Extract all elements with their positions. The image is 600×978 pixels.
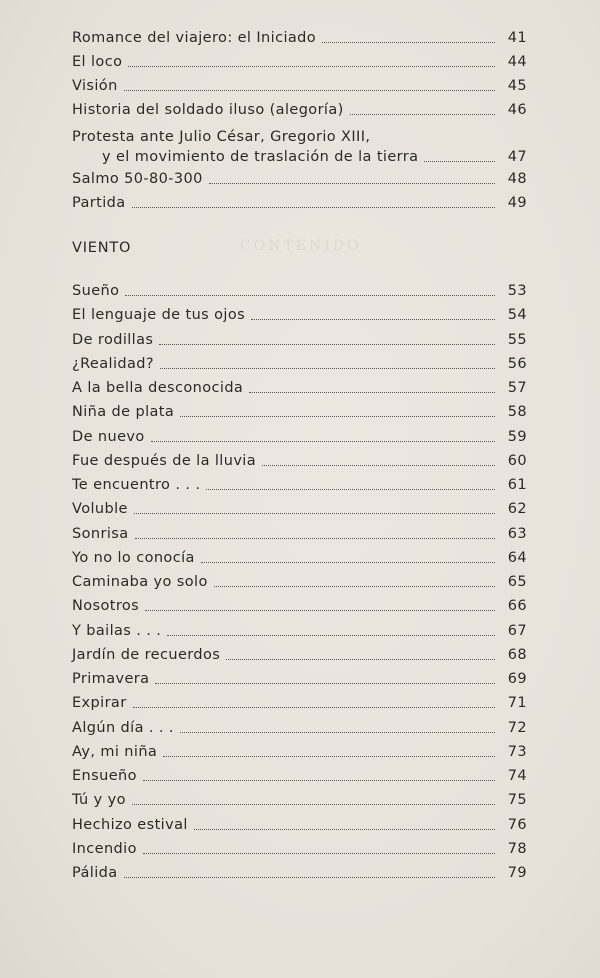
dot-leader [206, 488, 495, 490]
toc-entry-page: 59 [507, 428, 527, 445]
toc-entry-title: De rodillas [72, 331, 154, 348]
toc-entry-page: 66 [507, 598, 527, 615]
dot-leader [262, 464, 495, 466]
dot-leader [132, 206, 495, 208]
toc-entry [72, 28, 527, 48]
dot-leader [226, 658, 495, 660]
toc-entry-title: El loco [72, 54, 123, 70]
dot-leader [135, 537, 496, 539]
toc-entry-title: Ensueño [72, 768, 137, 784]
toc-entry [72, 354, 527, 374]
dot-leader [145, 609, 495, 611]
dot-leader [251, 318, 495, 320]
toc-entry-title: Algún día . . . [72, 719, 174, 736]
toc-entry [72, 790, 527, 810]
toc-entry-page: 48 [507, 171, 527, 187]
toc-entry-page: 44 [507, 54, 527, 70]
toc-entry-page: 76 [507, 816, 527, 833]
toc-entry-page: 47 [507, 149, 527, 165]
toc-entry [72, 718, 527, 738]
toc-entry-title: El lenguaje de tus ojos [72, 307, 246, 324]
toc-entry-page: 53 [507, 283, 527, 299]
toc-entry-page: 46 [507, 102, 527, 118]
dot-leader [134, 512, 495, 514]
toc-entry [72, 475, 527, 495]
toc-entry-title: Voluble [72, 501, 128, 518]
toc-entry-title: Tú y yo [72, 792, 126, 809]
toc-entry-title: Pálida [72, 865, 118, 881]
toc-entry [72, 169, 527, 189]
toc-entry-page: 60 [507, 452, 527, 469]
toc-entry-page: 71 [507, 695, 527, 712]
dot-leader [322, 41, 495, 43]
toc-entry [72, 76, 527, 96]
dot-leader [194, 828, 495, 830]
dot-leader [143, 779, 495, 781]
dot-leader [124, 876, 495, 878]
dot-leader [133, 706, 495, 708]
toc-entry-title: Primavera [72, 671, 150, 687]
bleed-through-text: CONTENIDO [240, 238, 362, 254]
toc-entry [72, 669, 527, 689]
toc-entry-title: Te encuentro . . . [72, 477, 201, 493]
toc-entry [72, 596, 527, 616]
toc-entry [72, 863, 527, 883]
toc-entry [72, 572, 527, 592]
toc-entry [72, 52, 527, 72]
toc-entry-page: 79 [507, 865, 527, 881]
toc-entry-page: 57 [507, 380, 527, 396]
toc-entry [72, 330, 527, 350]
toc-entry-title: Fue después de la lluvia [72, 452, 257, 469]
dot-leader [132, 803, 495, 805]
toc-entry-title: Salmo 50-80-300 [72, 171, 203, 187]
dot-leader [159, 343, 495, 345]
toc-entry-page: 65 [507, 574, 527, 590]
toc-entry [72, 378, 527, 398]
toc-entry-page: 73 [507, 743, 527, 760]
dot-leader [124, 89, 495, 91]
toc-entry-page: 55 [507, 331, 527, 348]
dot-leader [125, 294, 495, 296]
toc-entry-title: Jardín de recuerdos [72, 646, 221, 663]
toc-entry-page: 54 [507, 307, 527, 324]
toc-entry [72, 402, 527, 422]
toc-entry-title: Partida [72, 195, 126, 211]
toc-entry-title-line1: Protesta ante Julio César, Gregorio XIII, [72, 129, 371, 145]
toc-entry-title: Yo no lo conocía [72, 549, 195, 566]
toc-entry-title: Sonrisa [72, 525, 129, 542]
toc-entry-page: 45 [507, 78, 527, 94]
dot-leader [143, 852, 495, 854]
toc-entry-page: 69 [507, 671, 527, 687]
toc-entry-page: 56 [507, 355, 527, 372]
dot-leader [155, 682, 495, 684]
toc-entry-page: 74 [507, 768, 527, 784]
dot-leader [209, 182, 495, 184]
toc-entry [72, 305, 527, 325]
toc-entry-title: Sueño [72, 283, 120, 299]
toc-entry-title: ¿Realidad? [72, 355, 154, 372]
dot-leader [151, 440, 495, 442]
toc-entry [72, 127, 527, 167]
toc-entry-title: Caminaba yo solo [72, 574, 208, 590]
toc-entry [72, 499, 527, 519]
dot-leader [214, 585, 495, 587]
toc-entry-title: Visión [72, 78, 118, 94]
toc-entry-page: 58 [507, 404, 527, 421]
dot-leader [350, 113, 495, 115]
toc-entry-page: 67 [507, 622, 527, 639]
dot-leader [167, 634, 495, 636]
dot-leader [180, 731, 495, 733]
toc-entry [72, 621, 527, 641]
dot-leader [160, 367, 495, 369]
toc-entry-page: 78 [507, 840, 527, 857]
dot-leader [163, 755, 495, 757]
toc-entry [72, 281, 527, 301]
toc-entry [72, 100, 527, 120]
toc-entry [72, 193, 527, 213]
toc-entry-title: Expirar [72, 695, 127, 712]
dot-leader [201, 561, 495, 563]
toc-entry [72, 427, 527, 447]
toc-entry-title: Romance del viajero: el Iniciado [72, 30, 317, 46]
toc-entry-page: 49 [507, 195, 527, 211]
dot-leader [249, 391, 495, 393]
toc-entry [72, 815, 527, 835]
toc-entry [72, 524, 527, 544]
toc-entry-page: 75 [507, 792, 527, 809]
toc-entry-title: Nosotros [72, 598, 140, 615]
toc-entry [72, 645, 527, 665]
toc-entry [72, 693, 527, 713]
toc-entry-page: 61 [507, 477, 527, 493]
toc-entry-title: Historia del soldado iluso (alegoría) [72, 102, 344, 118]
toc-entry-title: Incendio [72, 840, 137, 857]
toc-entry-page: 63 [507, 525, 527, 542]
toc-entry-page: 68 [507, 646, 527, 663]
section-heading: VIENTO [72, 240, 132, 256]
toc-entry [72, 766, 527, 786]
toc-entry [72, 839, 527, 859]
dot-leader [180, 415, 495, 417]
toc-entry [72, 451, 527, 471]
toc-entry [72, 548, 527, 568]
toc-entry-page: 72 [507, 719, 527, 736]
dot-leader [424, 160, 495, 162]
dot-leader [128, 65, 495, 67]
toc-entry-title: Hechizo estival [72, 816, 188, 833]
toc-entry-title: A la bella desconocida [72, 380, 244, 396]
toc-entry-title: Niña de plata [72, 404, 175, 421]
toc-entry [72, 742, 527, 762]
toc-entry-title: Ay, mi niña [72, 743, 158, 760]
toc-entry-title: De nuevo [72, 428, 145, 445]
toc-entry-title: y el movimiento de traslación de la tierra [102, 149, 419, 165]
toc-entry-title: Y bailas . . . [72, 622, 162, 639]
toc-entry-page: 64 [507, 549, 527, 566]
toc-entry-page: 62 [507, 501, 527, 518]
toc-entry-page: 41 [507, 30, 527, 46]
